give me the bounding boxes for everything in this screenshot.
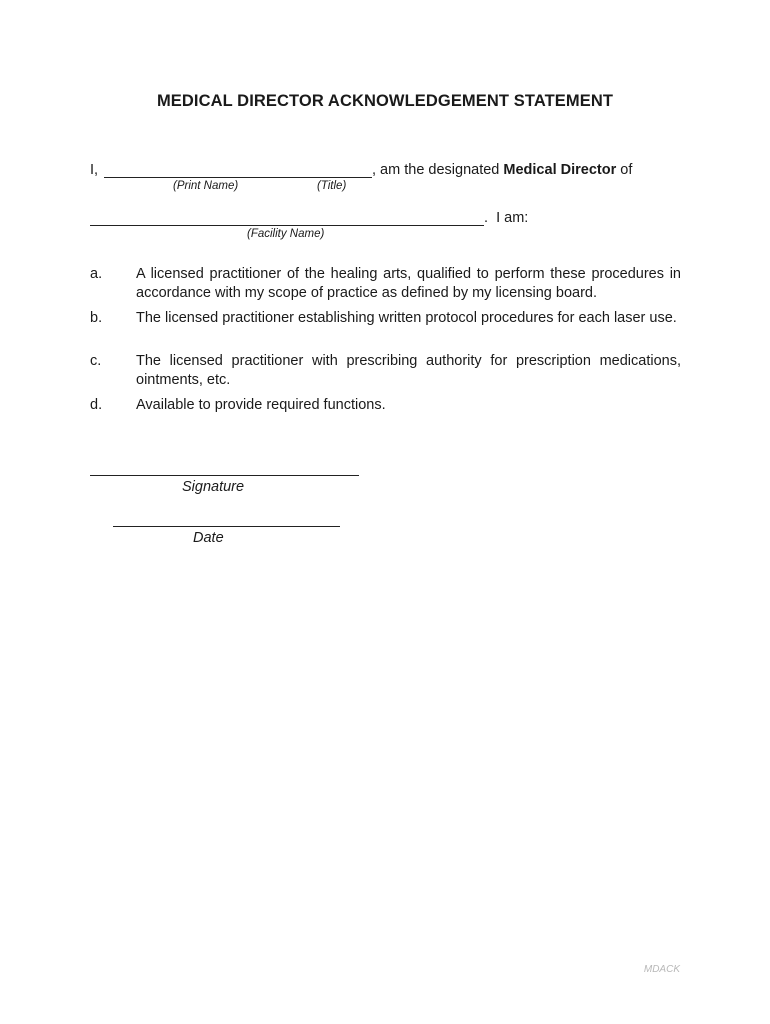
list-item: Available to provide required functions. bbox=[136, 397, 386, 413]
line1-middle: , am the designated bbox=[372, 162, 504, 178]
form-code: MDACK bbox=[643, 964, 680, 975]
list-item: A licensed practitioner of the healing arts, qualified to perform these procedures in accordance with my scope of practice as defined by my licensing board. bbox=[136, 266, 681, 301]
line1-suffix: of bbox=[616, 162, 633, 178]
print-name-caption: (Print Name) bbox=[173, 180, 239, 192]
medical-director-bold: Medical Director bbox=[503, 162, 617, 178]
list-item: The licensed practitioner with prescribing authority for prescription medications, ointments, etc. bbox=[136, 353, 681, 388]
line1-text bbox=[372, 161, 632, 179]
facility-name-blank-line[interactable] bbox=[90, 225, 484, 226]
list-item-letter: a. bbox=[90, 266, 103, 282]
list-item: The licensed practitioner establishing written protocol procedures for each laser use. bbox=[136, 310, 677, 326]
signature-line[interactable] bbox=[90, 475, 359, 476]
line2-suffix: . I am: bbox=[484, 210, 529, 226]
list-item-letter: c. bbox=[90, 353, 102, 369]
name-title-blank-line[interactable] bbox=[104, 177, 372, 178]
signature-label: Signature bbox=[182, 479, 245, 495]
document-title: MEDICAL DIRECTOR ACKNOWLEDGEMENT STATEMENT bbox=[156, 92, 614, 110]
list-item-letter: b. bbox=[90, 310, 103, 326]
date-label: Date bbox=[193, 530, 224, 546]
list-item-letter: d. bbox=[90, 397, 103, 413]
line1-prefix: I, bbox=[90, 162, 99, 178]
title-caption: (Title) bbox=[317, 180, 347, 192]
date-line[interactable] bbox=[113, 526, 340, 527]
facility-name-caption: (Facility Name) bbox=[247, 228, 325, 240]
